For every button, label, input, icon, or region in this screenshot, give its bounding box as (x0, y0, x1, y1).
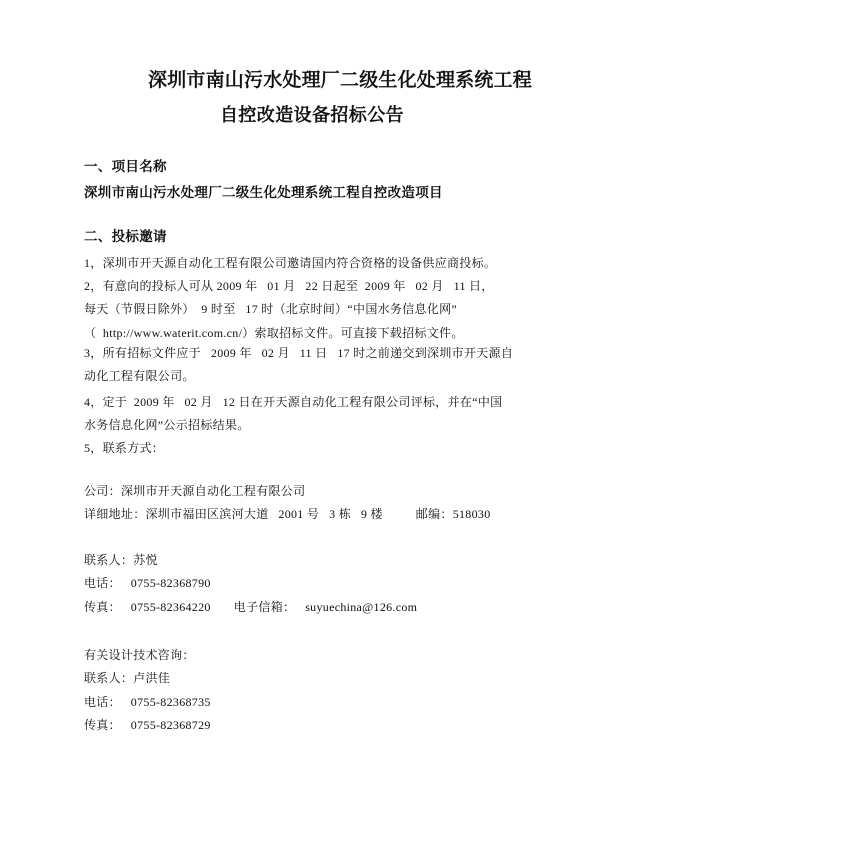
section-heading-bid-invitation: 二、投标邀请 (84, 229, 167, 244)
contact-company-block (84, 480, 491, 527)
design-consult-block (84, 644, 211, 738)
invitation-item-4-line1: 4，定于 2009 年 02 月 12 日在开天源自动化工程有限公司评标，并在“中国 (84, 395, 503, 409)
contact-phone: 电话： 0755-82368790 (84, 576, 211, 591)
contact-fax-email: 传真： 0755-82364220 电子信箱： suyuechina@126.com (84, 599, 418, 614)
invitation-item-2-line1: 2，有意向的投标人可从 2009 年 01 月 22 日起至 2009 年 02 月 11 日， (84, 279, 494, 293)
invitation-item-4 (84, 391, 502, 438)
invitation-item-1-line1: 1，深圳市开天源自动化工程有限公司邀请国内符合资格的设备供应商投标。 (84, 256, 497, 270)
contact-person-block (84, 549, 417, 619)
design-consult-person: 联系人：卢洪佳 (84, 671, 171, 686)
contact-company: 公司：深圳市开天源自动化工程有限公司 (84, 484, 306, 498)
invitation-item-5-line1: 5，联系方式： (84, 441, 165, 455)
invitation-item-5 (84, 437, 164, 460)
invitation-item-1 (84, 252, 496, 275)
document-title-line1: 深圳市南山污水处理厂二级生化处理系统工程 (148, 70, 533, 91)
design-consult-heading: 有关设计技术咨询： (84, 648, 195, 662)
contact-person: 联系人：苏悦 (84, 553, 158, 567)
invitation-item-3-line1: 3，所有招标文件应于 2009 年 02 月 11 日 17 时之前递交到深圳市开天源自 (84, 346, 514, 360)
section-heading-project-name: 一、项目名称 (84, 159, 167, 174)
contact-address: 详细地址：深圳市福田区滨河大道 2001 号 3 栋 9 楼 邮编：518030 (84, 507, 491, 522)
invitation-item-2-line2: 每天（节假日除外） 9 时至 17 时（北京时间）“中国水务信息化网” (84, 302, 458, 317)
invitation-item-3-line2: 动化工程有限公司。 (84, 369, 195, 384)
invitation-item-4-line2: 水务信息化网”公示招标结果。 (84, 418, 250, 433)
design-consult-phone: 电话： 0755-82368735 (84, 694, 211, 709)
invitation-item-2-line3: （ http://www.waterit.com.cn/）索取招标文件。可直接下载招标文件。 (84, 325, 464, 340)
invitation-item-2 (84, 275, 494, 345)
document-title-line2: 自控改造设备招标公告 (220, 105, 404, 125)
design-consult-fax: 传真： 0755-82368729 (84, 718, 211, 733)
invitation-item-3 (84, 342, 513, 389)
project-name-text: 深圳市南山污水处理厂二级生化处理系统工程自控改造项目 (84, 185, 443, 200)
